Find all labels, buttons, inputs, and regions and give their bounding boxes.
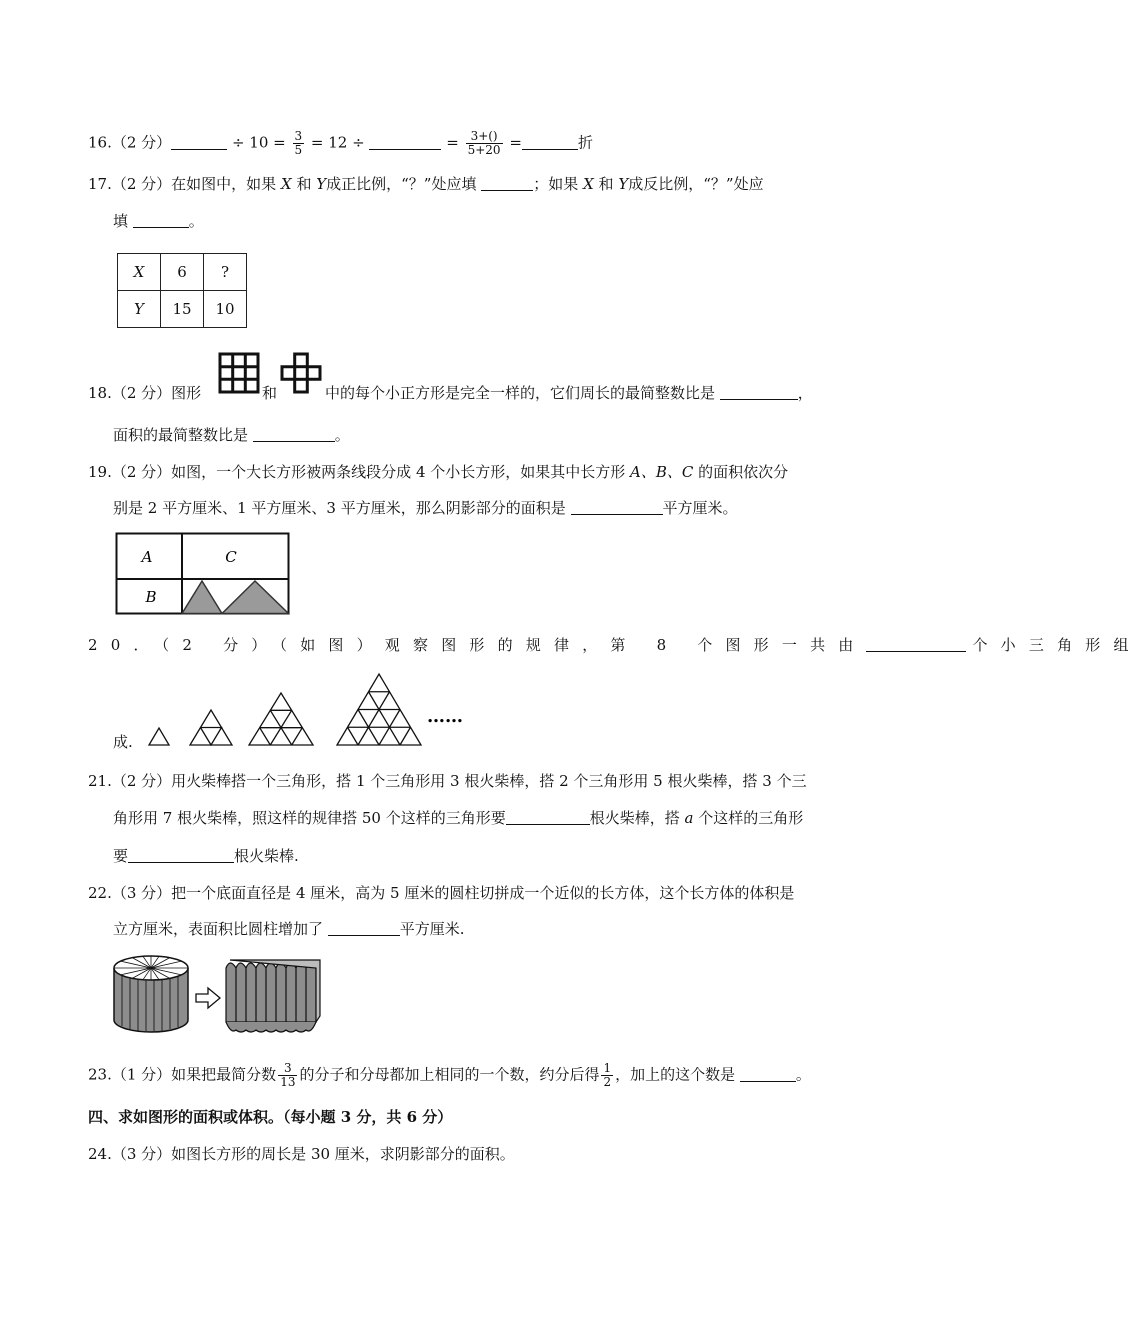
q19-line2: 别是 2 平方厘米、1 平方厘米、3 平方厘米，那么阴影部分的面积是 平方厘米。: [113, 499, 738, 517]
blank[interactable]: [571, 500, 663, 515]
q17-line2: 填 。: [113, 212, 204, 230]
q19-line1: 19.（2 分）如图，一个大长方形被两条线段分成 4 个小长方形，如果其中长方形 A、B、C 的面积依次分: [88, 463, 789, 481]
q18-line1: 18.（2 分）图形: [88, 384, 202, 402]
ellipsis: ……: [427, 706, 463, 727]
label-c: C: [225, 548, 237, 566]
blank[interactable]: [133, 213, 189, 228]
q20-line1: 20．（2 分）（如图）观察图形的规律，第 8 个图形一共由 个小三角形组: [88, 636, 1142, 654]
q21-line2: 角形用 7 根火柴棒，照这样的规律搭 50 个这样的三角形要 根火柴棒，搭 a 个这样的三角形: [113, 809, 804, 827]
rectangle-figure: [115, 532, 291, 616]
q16: 16.（2 分） ÷ 10 = $\frac{3}{5}$ = 12 ÷ = $\frac{3+()}{5+20}$ = 折: [88, 129, 593, 157]
cross-shape-icon: [280, 352, 322, 394]
cylinder-to-cuboid-figure: [110, 950, 325, 1040]
blank[interactable]: [328, 921, 400, 936]
blank[interactable]: [171, 135, 227, 150]
triangle-pattern: [145, 670, 495, 750]
fraction: $\frac{3}{5}$: [294, 129, 303, 157]
q17-line1: 17.（2 分）在如图中，如果 X 和 Y成正比例，“？”处应填 ；如果 X 和 Y成反比例，“？”处应: [88, 175, 764, 193]
label-a: A: [141, 548, 153, 566]
q22-line1: 22.（3 分）把一个底面直径是 4 厘米，高为 5 厘米的圆柱切拼成一个近似的长方体，这个长方体的体积是: [88, 884, 795, 902]
blank[interactable]: [740, 1067, 796, 1082]
q22-line2: 立方厘米，表面积比圆柱增加了 平方厘米.: [113, 920, 465, 938]
q21-line3: 要 根火柴棒.: [113, 847, 299, 865]
blank[interactable]: [720, 385, 798, 400]
q20-line2: 成.: [113, 733, 133, 751]
fraction: $\frac{3}{13}$: [280, 1061, 296, 1089]
fraction: $\frac{3+()}{5+20}$: [467, 129, 501, 157]
q23: 23.（1 分）如果把最简分数 $\frac{3}{13}$ 的分子和分母都加上相同的一个数，约分后得 $\frac{1}{2}$ ，加上的这个数是 。: [88, 1061, 811, 1089]
blank[interactable]: [866, 637, 966, 652]
blank[interactable]: [481, 176, 533, 191]
xy-table: X 6 ? Y 15 10: [117, 253, 247, 328]
q18-text: 中的每个小正方形是完全一样的，它们周长的最简整数比是 ，: [325, 384, 813, 402]
grid-shape-icon: [218, 352, 260, 394]
q18-line2: 面积的最简整数比是 。: [113, 426, 350, 444]
blank[interactable]: [506, 810, 590, 825]
blank[interactable]: [369, 135, 441, 150]
q21-line1: 21.（2 分）用火柴棒搭一个三角形，搭 1 个三角形用 3 根火柴棒，搭 2 个三角形用 5 根火柴棒，搭 3 个三: [88, 772, 807, 790]
q24: 24.（3 分）如图长方形的周长是 30 厘米，求阴影部分的面积。: [88, 1145, 515, 1163]
blank[interactable]: [522, 135, 578, 150]
fraction: $\frac{1}{2}$: [603, 1061, 612, 1089]
section-4-title: 四、求如图形的面积或体积。（每小题 3 分，共 6 分）: [88, 1108, 453, 1126]
label-b: B: [145, 588, 157, 606]
q18-and: 和: [262, 384, 278, 402]
blank[interactable]: [253, 427, 335, 442]
blank[interactable]: [128, 848, 234, 863]
